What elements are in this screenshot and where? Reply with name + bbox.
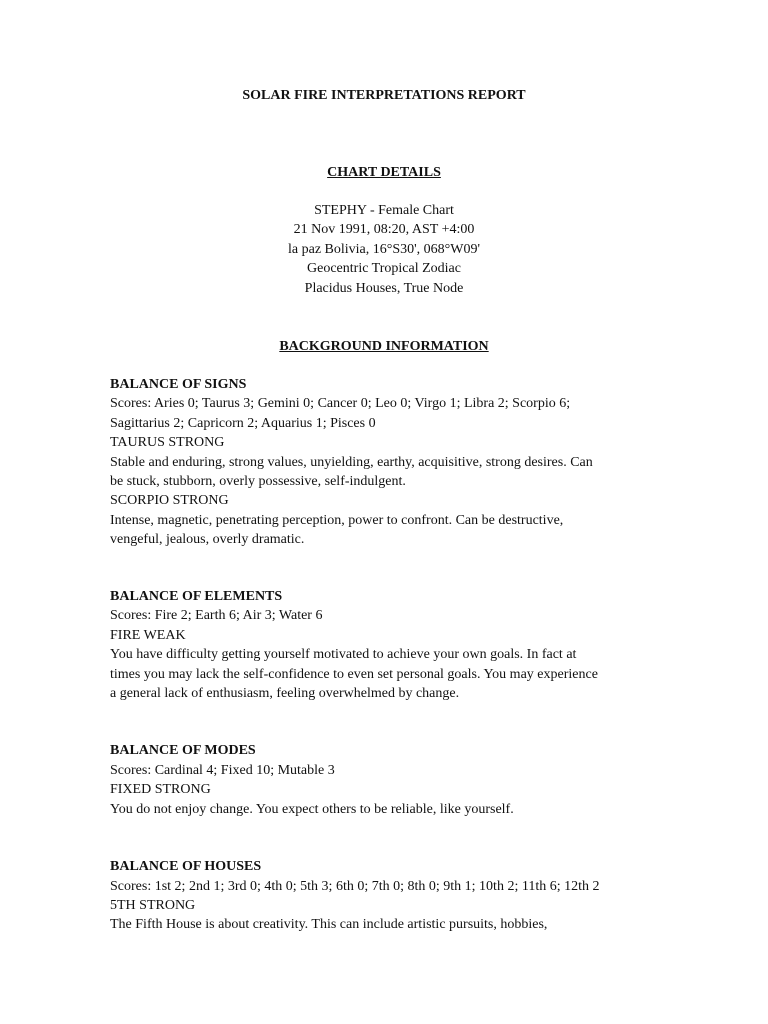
elements-scores: Scores: Fire 2; Earth 6; Air 3; Water 6 — [110, 608, 323, 623]
fixed-strong-label: FIXED STRONG — [110, 782, 211, 797]
taurus-text-line-1: Stable and enduring, strong values, unyielding, earthy, acquisitive, strong desires. Can — [110, 455, 593, 470]
elements-text-line-2: times you may lack the self-confidence to even set personal goals. You may experience — [110, 667, 598, 682]
elements-text-line-3: a general lack of enthusiasm, feeling overwhelmed by change. — [110, 686, 460, 701]
signs-title: BALANCE OF SIGNS — [110, 377, 247, 392]
background-heading: BACKGROUND INFORMATION — [279, 339, 489, 354]
fire-weak-label: FIRE WEAK — [110, 628, 186, 643]
fifth-strong-label: 5TH STRONG — [110, 898, 196, 913]
chart-detail-location: la paz Bolivia, 16°S30', 068°W09' — [288, 242, 480, 257]
scorpio-text-line-1: Intense, magnetic, penetrating perception, power to confront. Can be destructive, — [110, 513, 564, 528]
modes-text: You do not enjoy change. You expect others to be reliable, like yourself. — [110, 802, 514, 817]
houses-scores: Scores: 1st 2; 2nd 1; 3rd 0; 4th 0; 5th 3; 6th 0; 7th 0; 8th 0; 9th 1; 10th 2; 11th 6; 12th 2 — [110, 879, 600, 894]
modes-title: BALANCE OF MODES — [110, 743, 256, 758]
chart-detail-zodiac: Geocentric Tropical Zodiac — [307, 261, 461, 276]
signs-scores-line-1: Scores: Aries 0; Taurus 3; Gemini 0; Cancer 0; Leo 0; Virgo 1; Libra 2; Scorpio 6; — [110, 396, 571, 411]
elements-text-line-1: You have difficulty getting yourself motivated to achieve your own goals. In fact at — [110, 647, 577, 662]
elements-title: BALANCE OF ELEMENTS — [110, 589, 283, 604]
report-title: SOLAR FIRE INTERPRETATIONS REPORT — [242, 88, 526, 103]
taurus-text-line-2: be stuck, stubborn, overly possessive, self-indulgent. — [110, 474, 406, 489]
taurus-label: TAURUS STRONG — [110, 435, 225, 450]
houses-text: The Fifth House is about creativity. This can include artistic pursuits, hobbies, — [110, 917, 548, 932]
scorpio-label: SCORPIO STRONG — [110, 493, 229, 508]
scorpio-text-line-2: vengeful, jealous, overly dramatic. — [110, 532, 305, 547]
modes-scores: Scores: Cardinal 4; Fixed 10; Mutable 3 — [110, 763, 335, 778]
chart-detail-name: STEPHY - Female Chart — [314, 203, 454, 218]
chart-detail-houses: Placidus Houses, True Node — [304, 281, 464, 296]
chart-detail-date: 21 Nov 1991, 08:20, AST +4:00 — [293, 222, 475, 237]
houses-title: BALANCE OF HOUSES — [110, 859, 262, 874]
signs-scores-line-2: Sagittarius 2; Capricorn 2; Aquarius 1; Pisces 0 — [110, 416, 376, 431]
chart-details-heading: CHART DETAILS — [327, 165, 441, 180]
